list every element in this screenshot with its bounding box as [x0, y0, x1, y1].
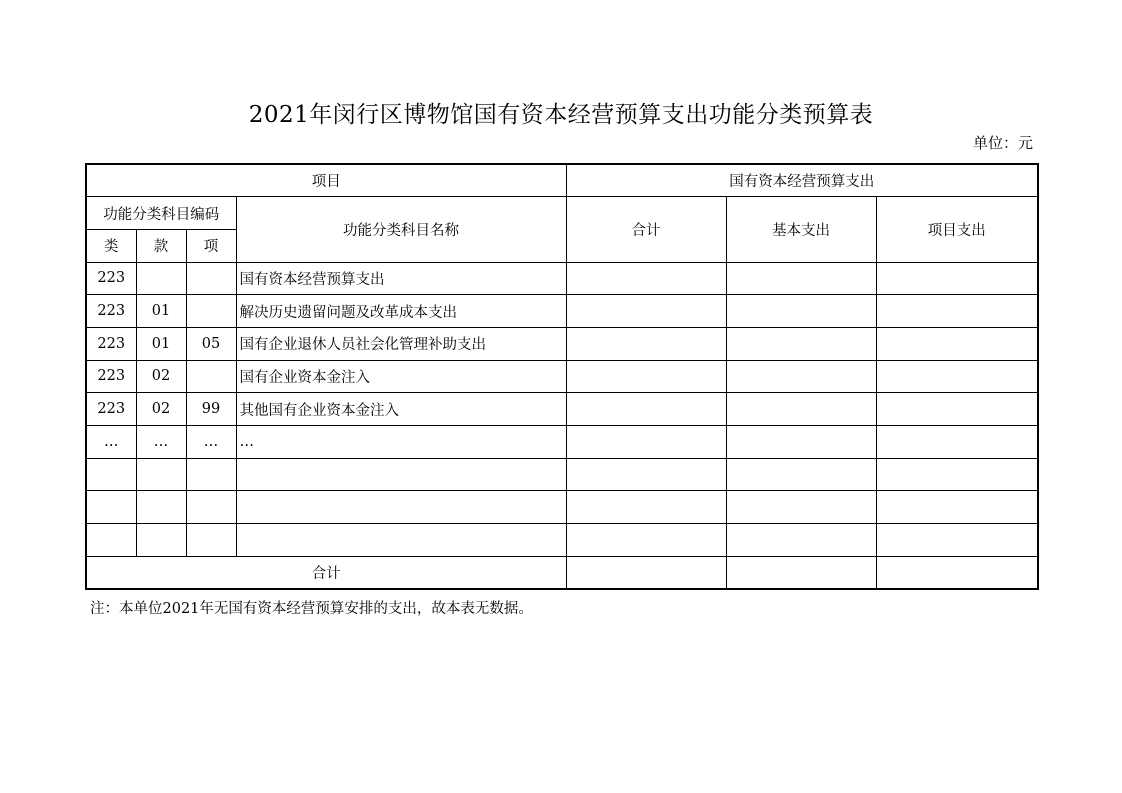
total-cell — [566, 327, 726, 360]
code-group-header: 功能分类科目编码 — [86, 197, 236, 230]
total-header: 合计 — [566, 197, 726, 262]
basic-expense-cell — [726, 393, 876, 426]
section-cell: 01 — [136, 295, 186, 328]
class-cell — [86, 458, 136, 491]
item-cell: 05 — [186, 327, 236, 360]
unit-label: 单位：元 — [972, 134, 1033, 152]
subject-name-cell — [236, 524, 566, 557]
item-cell: 99 — [186, 393, 236, 426]
class-cell: 223 — [86, 295, 136, 328]
table-row — [86, 295, 1038, 328]
total-row-label: 合计 — [86, 556, 566, 589]
section-cell: 01 — [136, 327, 186, 360]
subject-name-cell: 国有资本经营预算支出 — [236, 262, 566, 295]
basic-expense-cell — [726, 426, 876, 459]
subject-name-cell: 其他国有企业资本金注入 — [236, 393, 566, 426]
project-expense-cell — [876, 360, 1038, 393]
subject-name-cell: … — [236, 426, 566, 459]
page-title: 2021年闵行区博物馆国有资本经营预算支出功能分类预算表 — [248, 102, 874, 128]
table-row — [86, 524, 1038, 557]
section-cell — [136, 458, 186, 491]
section-cell: 02 — [136, 393, 186, 426]
table-body — [86, 164, 1038, 589]
table-row — [86, 491, 1038, 524]
project-header: 项目 — [86, 164, 566, 197]
subject-name-cell: 解决历史遗留问题及改革成本支出 — [236, 295, 566, 328]
section-cell — [136, 262, 186, 295]
subject-name-cell — [236, 458, 566, 491]
class-cell: … — [86, 426, 136, 459]
project-expense-cell — [876, 327, 1038, 360]
section-header: 款 — [136, 229, 186, 262]
total-cell — [566, 458, 726, 491]
basic-expense-cell — [726, 327, 876, 360]
subject-name-cell: 国有企业退休人员社会化管理补助支出 — [236, 327, 566, 360]
basic-expense-cell — [726, 491, 876, 524]
total-row — [86, 556, 1038, 589]
project-expense-cell — [876, 458, 1038, 491]
item-cell — [186, 491, 236, 524]
class-header: 类 — [86, 229, 136, 262]
section-cell — [136, 524, 186, 557]
header-row-1 — [86, 164, 1038, 197]
subject-name-cell: 国有企业资本金注入 — [236, 360, 566, 393]
item-cell — [186, 524, 236, 557]
project-expense-cell — [876, 491, 1038, 524]
basic-expense-cell — [726, 458, 876, 491]
total-cell — [566, 262, 726, 295]
expense-group-header: 国有资本经营预算支出 — [566, 164, 1038, 197]
project-expense-header: 项目支出 — [876, 197, 1038, 262]
class-cell: 223 — [86, 327, 136, 360]
total-cell — [566, 491, 726, 524]
project-expense-cell — [876, 426, 1038, 459]
project-expense-cell — [876, 295, 1038, 328]
project-expense-cell — [876, 524, 1038, 557]
total-cell — [566, 393, 726, 426]
table-row — [86, 458, 1038, 491]
class-cell — [86, 491, 136, 524]
total-row-project — [876, 556, 1038, 589]
table-row — [86, 393, 1038, 426]
table-row — [86, 262, 1038, 295]
item-cell — [186, 360, 236, 393]
total-cell — [566, 295, 726, 328]
total-cell — [566, 426, 726, 459]
section-cell — [136, 491, 186, 524]
table-row — [86, 327, 1038, 360]
project-expense-cell — [876, 393, 1038, 426]
class-cell: 223 — [86, 393, 136, 426]
section-cell: 02 — [136, 360, 186, 393]
item-cell: … — [186, 426, 236, 459]
item-cell — [186, 458, 236, 491]
class-cell — [86, 524, 136, 557]
total-cell — [566, 524, 726, 557]
footnote: 注：本单位2021年无国有资本经营预算安排的支出，故本表无数据。 — [90, 601, 533, 617]
basic-expense-cell — [726, 295, 876, 328]
subject-name-header: 功能分类科目名称 — [236, 197, 566, 262]
section-cell: … — [136, 426, 186, 459]
total-row-basic — [726, 556, 876, 589]
total-cell — [566, 360, 726, 393]
table-row — [86, 426, 1038, 459]
basic-expense-cell — [726, 360, 876, 393]
item-cell — [186, 262, 236, 295]
total-row-total — [566, 556, 726, 589]
budget-table — [85, 163, 1039, 590]
item-header: 项 — [186, 229, 236, 262]
table-row — [86, 360, 1038, 393]
class-cell: 223 — [86, 262, 136, 295]
basic-expense-header: 基本支出 — [726, 197, 876, 262]
project-expense-cell — [876, 262, 1038, 295]
class-cell: 223 — [86, 360, 136, 393]
item-cell — [186, 295, 236, 328]
header-row-2 — [86, 197, 1038, 230]
basic-expense-cell — [726, 262, 876, 295]
subject-name-cell — [236, 491, 566, 524]
basic-expense-cell — [726, 524, 876, 557]
